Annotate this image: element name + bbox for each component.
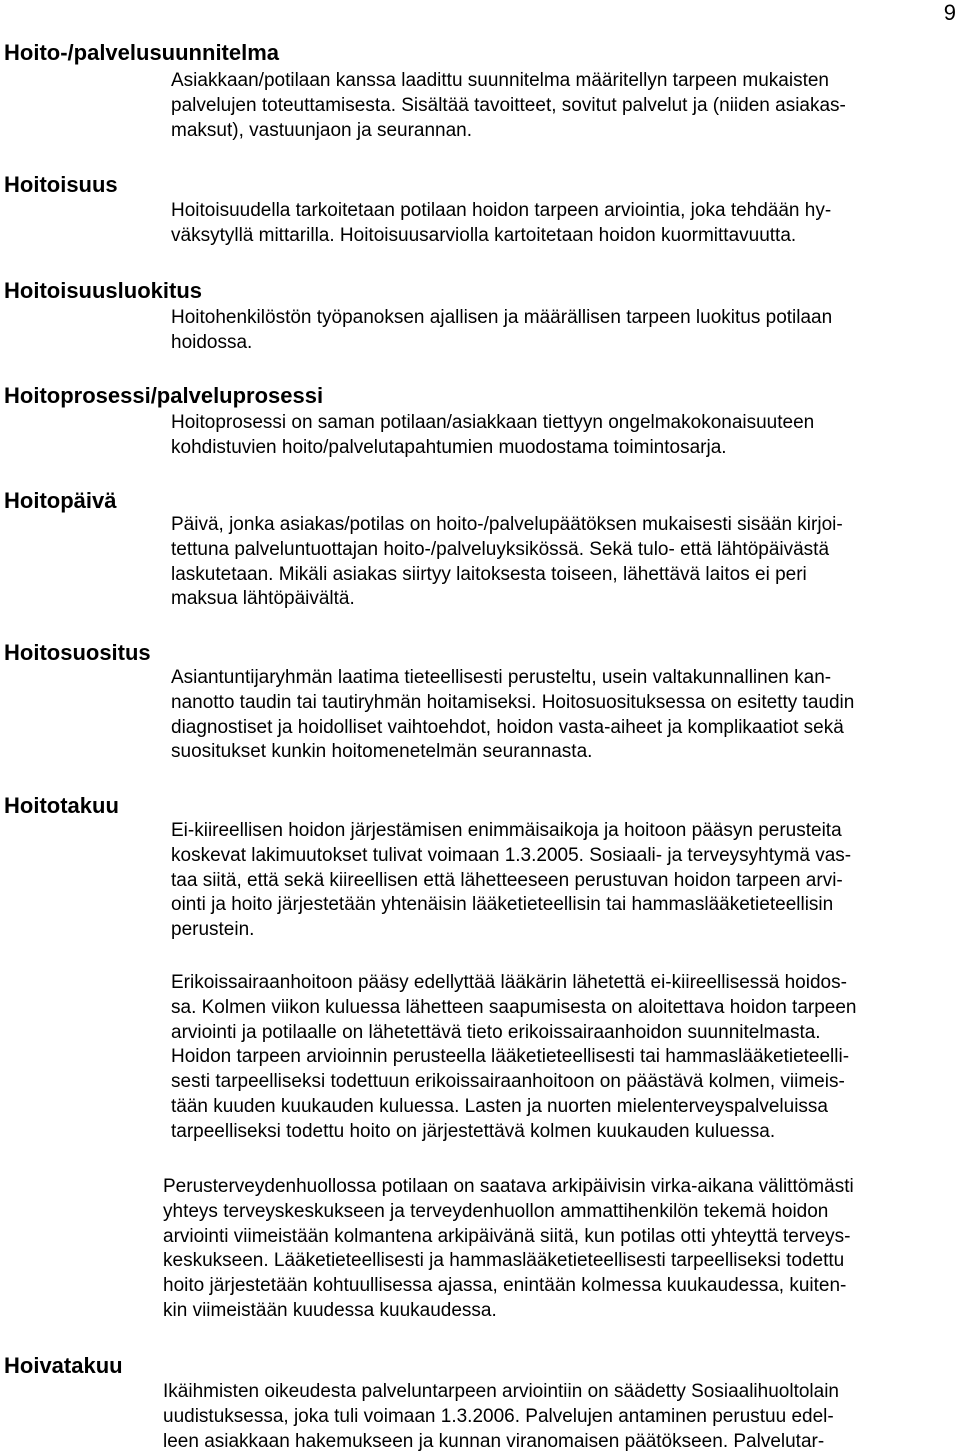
term-hoitotakuu: Hoitotakuu (4, 793, 119, 818)
term-hoitosuositus: Hoitosuositus (4, 640, 151, 665)
definition-hoitosuunnitelma: Asiakkaan/potilaan kanssa laadittu suunnitelma määritellyn tarpeen mukaisten palvelujen toteuttamisesta. Sisältää tavoitteet, sovitut palvelut ja (niiden asiakas- maksut), vastuunjaon ja seurannan. (171, 70, 846, 141)
term-hoitopaiva: Hoitopäivä (4, 488, 117, 513)
term-hoitoprosessi: Hoitoprosessi/palveluprosessi (4, 383, 324, 408)
definition-hoitotakuu-paragraph: Ei-kiireellisen hoidon järjestämisen enimmäisaikoja ja hoitoon pääsyn perusteita koskevat lakimuutokset tulivat voimaan 1.3.2005. Sosiaali- ja terveysyhtymä vas- taa siitä, että sekä kiireellisen että lähetteeseen perustuvan hoidon tarpeen arvi- ointi ja hoito järjestetään yhtenäisin lääketieteellisin tai hammaslääketieteellisin perustein. (171, 820, 852, 941)
term-hoitosuunnitelma: Hoito-/palvelusuunnitelma (4, 40, 280, 65)
definition-hoitotakuu-paragraph: Perusterveydenhuollossa potilaan on saatava arkipäivisin virka-aikana välittömästi yhteys terveyskeskukseen ja terveydenhuollon ammattihenkilön tekemä hoidon arviointi viimeistään kolmantena arkipäivänä siitä, kun potilas otti yhteyttä terveys- keskukseen. Lääketieteellisesti ja hammaslääketieteellisesti tarpeelliseksi todettu hoito järjestetään kohtuullisessa ajassa, enintään kolmessa kuukaudessa, kuiten- kin viimeistään kuudessa kuukaudessa. (163, 1176, 854, 1321)
definition-hoitoprosessi: Hoitoprosessi on saman potilaan/asiakkaan tiettyyn ongelmakokonaisuuteen kohdistuvien hoito/palvelutapahtumien muodostama toimintosarja. (171, 412, 815, 458)
term-hoivatakuu: Hoivatakuu (4, 1353, 123, 1378)
definition-hoitosuositus: Asiantuntijaryhmän laatima tieteellisesti perusteltu, usein valtakunnallinen kan- nanotto taudin tai tautiryhmän hoitamiseksi. Hoitosuosituksessa on esitetty taudin diagnostiset ja hoidolliset vaihtoehdot, hoidon vasta-aiheet ja komplikaatiot sekä suositukset kunkin hoitomenetelmän seurannasta. (171, 667, 855, 763)
term-hoitoisuus: Hoitoisuus (4, 172, 118, 197)
definition-hoitotakuu-paragraph: Erikoissairaanhoitoon pääsy edellyttää lääkärin lähetettä ei-kiireellisessä hoidos- sa. Kolmen viikon kuluessa lähetteen saapumisesta on aloitettava hoidon tarpeen arviointi ja potilaalle on lähetettävä tieto erikoissairaanhoidon suunnitelmasta. Hoidon tarpeen arvioinnin perusteella lääketieteellisesti tai hammaslääketieteelli- sesti tarpeelliseksi todettuun erikoissairaanhoitoon on päästävä kolmen, viimeis- tään kuuden kuukauden kuluessa. Lasten ja nuorten mielenterveyspalveluissa tarpeelliseksi todettu hoito on järjestettävä kolmen kuukauden kuluessa. (171, 972, 857, 1142)
definition-hoivatakuu: Ikäihmisten oikeudesta palveluntarpeen arviointiin on säädetty Sosiaalihuoltolain uudistuksessa, joka tuli voimaan 1.3.2006. Palvelujen antaminen perustuu edel- leen asiakkaan hakemukseen ja kunnan viranomaisen päätökseen. Palvelutar- (163, 1381, 839, 1452)
page-number: 9 (943, 0, 956, 25)
definition-hoitoisuusluokitus: Hoitohenkilöstön työpanoksen ajallisen ja määrällisen tarpeen luokitus potilaan hoidossa. (171, 307, 833, 353)
definition-hoitoisuus: Hoitoisuudella tarkoitetaan potilaan hoidon tarpeen arviointia, joka tehdään hy- väksytyllä mittarilla. Hoitoisuusarviolla kartoitetaan hoidon kuormittavuutta. (171, 200, 832, 246)
definition-hoitopaiva: Päivä, jonka asiakas/potilas on hoito-/palvelupäätöksen mukaisesti sisään kirjoi- tettuna palveluntuottajan hoito-/palveluyksikössä. Sekä tulo- että lähtöpäivästä laskutetaan. Mikäli asiakas siirtyy laitoksesta toiseen, lähettävä laitos ei peri maksua lähtöpäivältä. (171, 514, 843, 610)
term-hoitoisuusluokitus: Hoitoisuusluokitus (4, 278, 202, 303)
